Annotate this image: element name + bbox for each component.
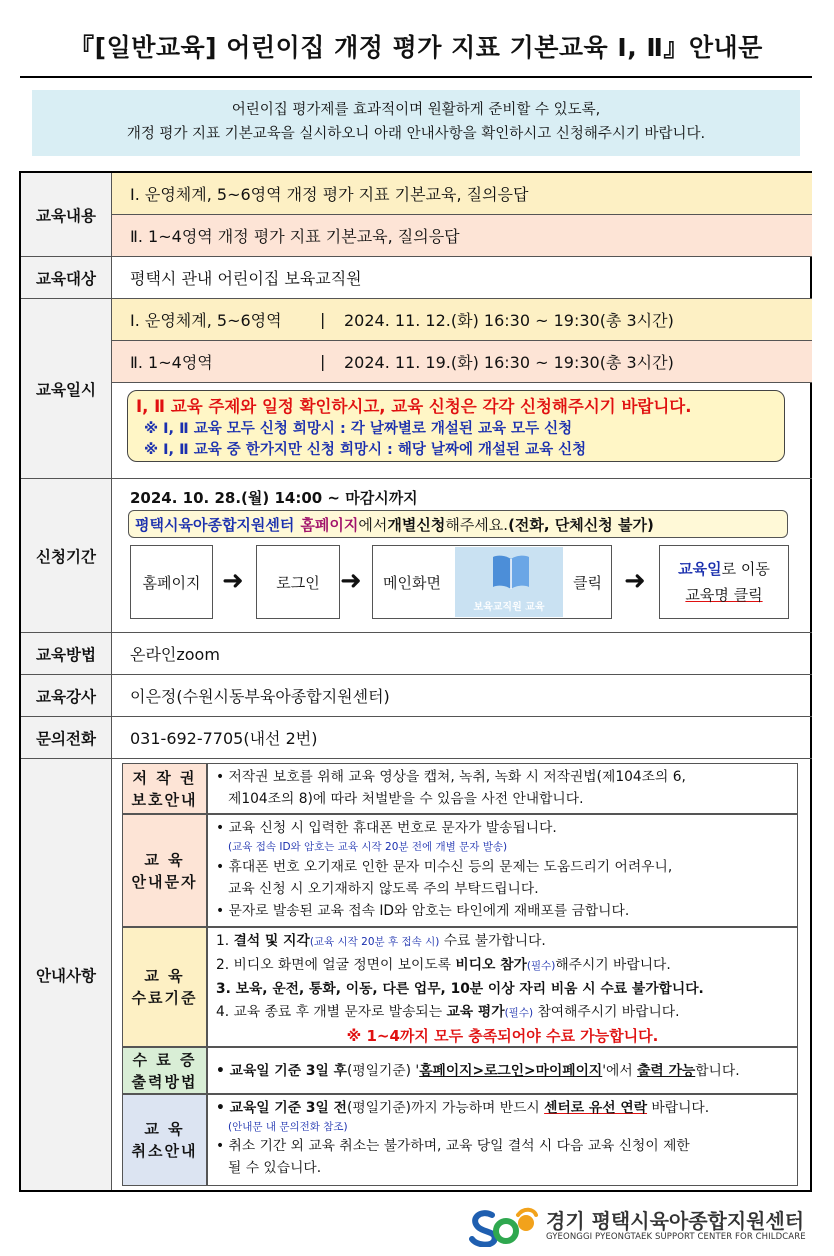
cancel-label <box>122 1094 207 1186</box>
arrow-icon: ➜ <box>340 566 362 596</box>
banner-caption: 보육교직원 교육 <box>473 602 545 613</box>
step-final <box>659 545 789 619</box>
step-main-label: 메인화면 <box>383 573 441 592</box>
copyright-text <box>207 763 798 814</box>
c1-small: (교육 시작 20분 후 접속 시) <box>309 936 440 948</box>
schedule-2-sep: | <box>320 352 326 371</box>
completion-label-1: 교 육 <box>144 967 185 985</box>
completion-line-4 <box>216 1001 789 1025</box>
content-item-2: Ⅱ. 1~4영역 개정 평가 지표 기본교육, 질의응답 <box>112 215 812 257</box>
footer-logo <box>468 1203 813 1249</box>
schedule-2-name: Ⅱ. 1~4영역 <box>130 353 213 372</box>
step-final-date: 교육일 <box>678 560 722 578</box>
completion-line-1 <box>216 930 789 954</box>
target-label: 교육대상 <box>21 257 112 299</box>
schedule-1-name: Ⅰ. 운영체계, 5~6영역 <box>130 311 282 330</box>
schedule-row-1 <box>112 299 812 341</box>
footer-english-name: GYEONGGI PYEONGTAEK SUPPORT CENTER FOR CHILDCARE <box>546 1232 806 1242</box>
apply-period: 2024. 10. 28.(월) 14:00 ~ 마감시까지 <box>130 489 418 507</box>
step-final-line-1 <box>678 556 770 582</box>
guide-label: 안내사항 <box>21 759 112 1190</box>
completion-label <box>122 927 207 1047</box>
completion-line-3: 3. 보육, 운전, 통화, 이동, 다른 업무, 10분 이상 자리 비움 시 수료 불가합니다. <box>216 981 704 997</box>
method-value: 온라인zoom <box>112 633 812 675</box>
intro-box <box>32 90 800 156</box>
instructor-value: 이은정(수원시동부육아종합지원센터) <box>112 675 812 717</box>
schedule-1-sep: | <box>320 310 326 329</box>
certificate-label-2: 출력방법 <box>131 1072 198 1091</box>
book-icon <box>491 553 531 591</box>
c4-bold: 교육 평가 <box>446 1004 505 1020</box>
notice-line-3: ※ Ⅰ, Ⅱ 교육 중 한가지만 신청 희망시 : 해당 날짜에 개설된 교육 신청 <box>144 442 587 458</box>
cert-d: '에서 <box>602 1062 638 1079</box>
apply-mid-2: 해주세요. <box>445 515 509 534</box>
completion-line-2 <box>216 954 789 978</box>
apply-paren: (전화, 단체신청 불가) <box>508 515 654 534</box>
step-login: 로그인 <box>256 545 340 619</box>
cert-e: 출력 가능 <box>637 1062 696 1079</box>
c2-tail: 해주시기 바랍니다. <box>555 957 671 973</box>
copyright-label <box>122 763 207 814</box>
phone-value: 031-692-7705(내선 2번) <box>112 717 812 759</box>
content-label: 교육내용 <box>21 173 112 257</box>
cert-f: 합니다. <box>695 1062 740 1079</box>
cancel-line-1 <box>216 1097 789 1119</box>
apply-mid-1: 에서 <box>358 515 388 534</box>
instructor-label: 교육강사 <box>21 675 112 717</box>
center-logo-icon <box>468 1205 540 1247</box>
apply-instruction <box>128 510 788 538</box>
c1-bold: 결석 및 지각 <box>233 933 310 949</box>
certificate-label-1: 수 료 증 <box>132 1050 197 1069</box>
c2-bold: 비디오 참가 <box>455 957 527 973</box>
sms-text <box>207 814 798 927</box>
copyright-label-2: 보호안내 <box>131 790 198 809</box>
cert-c: 홈페이지>로그인>마이페이지 <box>419 1062 603 1079</box>
schedule-row-2 <box>112 341 812 383</box>
c2-head: 2. 비디오 화면에 얼굴 정면이 보이도록 <box>216 957 456 973</box>
title-divider <box>20 76 812 78</box>
notice-line-1: Ⅰ, Ⅱ 교육 주제와 일정 확인하시고, 교육 신청은 각각 신청해주시기 바랍니다. <box>136 397 692 416</box>
cancel-line-3: 될 수 있습니다. <box>228 1160 322 1176</box>
sms-line-2: • 휴대폰 번호 오기재로 인한 문자 미수신 등의 문제는 도움드리기 어려우니, <box>216 859 673 875</box>
sms-label-2: 안내문자 <box>131 872 198 891</box>
schedule-label: 교육일시 <box>21 299 112 479</box>
cancel-label-1: 교 육 <box>144 1120 185 1138</box>
certificate-label <box>122 1047 207 1094</box>
cancel-c: 센터로 유선 연락 <box>544 1100 648 1116</box>
sms-label <box>122 814 207 927</box>
intro-line-1: 어린이집 평가제를 효과적이며 원활하게 준비할 수 있도록, <box>231 102 601 118</box>
step-final-line-2: 교육명 클릭 <box>685 586 763 604</box>
apply-label: 신청기간 <box>21 479 112 633</box>
cancel-b: (평일기준)까지 가능하며 반드시 <box>346 1100 545 1116</box>
staff-education-banner[interactable] <box>455 547 563 617</box>
cancel-small: (안내문 내 문의전화 참조) <box>228 1121 348 1133</box>
cancel-d: 바랍니다. <box>647 1100 710 1116</box>
schedule-notice <box>127 390 785 462</box>
c1-tail: 수료 불가합니다. <box>439 933 546 949</box>
page-title: 『[일반교육] 어린이집 개정 평가 지표 기본교육 Ⅰ, Ⅱ』안내문 <box>69 33 763 62</box>
certificate-line <box>216 1060 740 1082</box>
schedule-2-time: 2024. 11. 19.(화) 16:30 ~ 19:30(총 3시간) <box>344 353 674 372</box>
sms-line-1-small: (교육 접속 ID와 암호는 교육 시작 20분 전에 개별 문자 발송) <box>228 841 508 853</box>
footer-center-name: 경기 평택시육아종합지원센터 <box>546 1209 805 1233</box>
cancel-label-2: 취소안내 <box>131 1142 198 1160</box>
completion-warning: ※ 1~4까지 모두 충족되어야 수료 가능합니다. <box>346 1027 659 1045</box>
intro-line-2: 개정 평가 지표 기본교육을 실시하오니 아래 안내사항을 확인하시고 신청해주시기 바랍니다. <box>126 126 706 142</box>
completion-text <box>207 927 798 1047</box>
copyright-line-1: • 저작권 보호를 위해 교육 영상을 캡쳐, 녹취, 녹화 시 저작권법(제104조의 6, <box>216 769 686 785</box>
target-value: 평택시 관내 어린이집 보육교직원 <box>112 257 812 299</box>
cancel-text <box>207 1094 798 1186</box>
homepage-link[interactable]: 홈페이지 <box>300 515 359 534</box>
sms-line-3: 교육 신청 시 오기재하지 않도록 주의 부탁드립니다. <box>228 881 539 897</box>
cancel-line-2: • 취소 기간 외 교육 취소는 불가하며, 교육 당일 결석 시 다음 교육 신청이 제한 <box>216 1138 690 1154</box>
arrow-icon: ➜ <box>222 566 244 596</box>
schedule-1-time: 2024. 11. 12.(화) 16:30 ~ 19:30(총 3시간) <box>344 311 674 330</box>
arrow-icon: ➜ <box>624 566 646 596</box>
c4-head: 4. 교육 종료 후 개별 문자로 발송되는 <box>216 1004 447 1020</box>
c4-small: (필수) <box>504 1007 534 1019</box>
copyright-label-1: 저 작 권 <box>132 768 197 787</box>
copyright-line-2: 제104조의 8)에 따라 처벌받을 수 있음을 사전 안내합니다. <box>228 791 584 807</box>
c1-num: 1. <box>216 933 234 949</box>
step-final-move: 로 이동 <box>721 560 770 578</box>
notice-line-2: ※ Ⅰ, Ⅱ 교육 모두 신청 희망시 : 각 날짜별로 개설된 교육 모두 신청 <box>144 421 573 437</box>
apply-individual: 개별신청 <box>387 515 446 534</box>
c2-small: (필수) <box>526 960 556 972</box>
sms-label-1: 교 육 <box>144 850 185 869</box>
center-name: 평택시육아종합지원센터 <box>135 515 295 534</box>
certificate-text <box>207 1047 798 1094</box>
sms-line-4: • 문자로 발송된 교육 접속 ID와 암호는 타인에게 재배포를 금합니다. <box>216 903 630 919</box>
content-item-1: Ⅰ. 운영체계, 5~6영역 개정 평가 지표 기본교육, 질의응답 <box>112 173 812 215</box>
phone-label: 문의전화 <box>21 717 112 759</box>
step-homepage: 홈페이지 <box>130 545 213 619</box>
sms-line-1: • 교육 신청 시 입력한 휴대폰 번호로 문자가 발송됩니다. <box>216 820 557 836</box>
completion-label-2: 수료기준 <box>131 989 198 1007</box>
cert-a: • 교육일 기준 3일 후 <box>216 1062 347 1079</box>
cert-b: (평일기준) ' <box>346 1062 420 1079</box>
c4-tail: 참여해주시기 바랍니다. <box>533 1004 680 1020</box>
method-label: 교육방법 <box>21 633 112 675</box>
cancel-a: • 교육일 기준 3일 전 <box>216 1100 347 1116</box>
step-click-label: 클릭 <box>573 573 602 592</box>
